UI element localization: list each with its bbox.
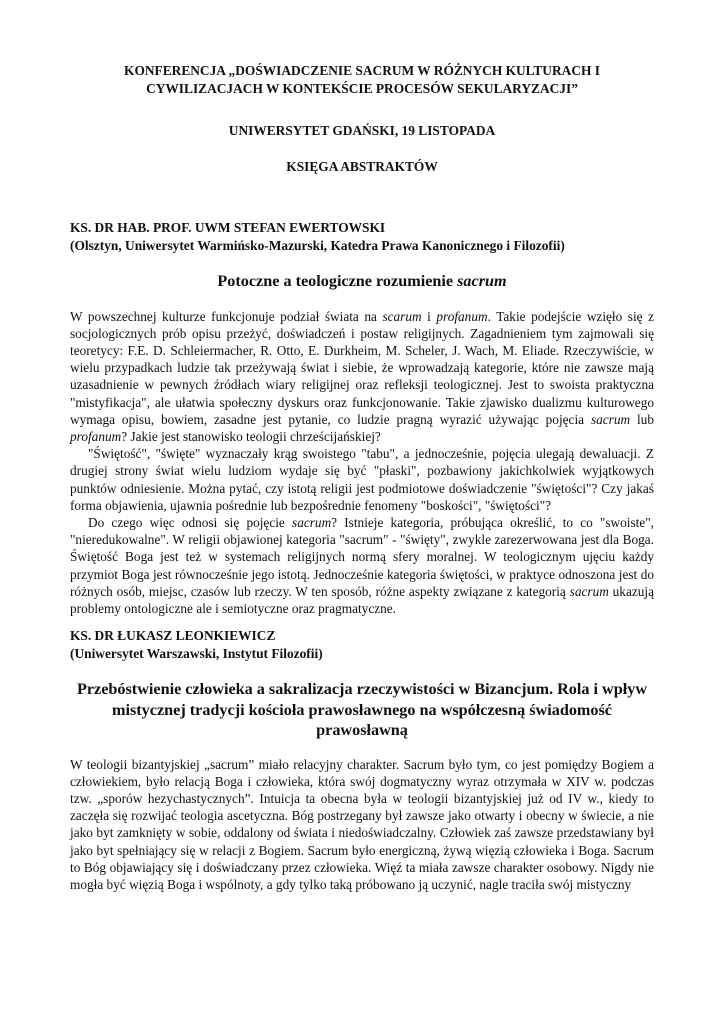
conference-title-line2: CYWILIZACJACH W KONTEKŚCIE PROCESÓW SEKULARYZACJI”: [146, 81, 578, 96]
section2-author: KS. DR ŁUKASZ LEONKIEWICZ: [70, 628, 276, 644]
text-run-italic: sacrum: [292, 514, 332, 530]
section1-paragraph-1: [70, 308, 654, 446]
conference-header: [70, 62, 654, 176]
text-run: ? Jakie jest stanowisko teologii chrześcijańskiej?: [121, 428, 381, 444]
university-date: UNIWERSYTET GDAŃSKI, 19 LISTOPADA: [228, 123, 496, 138]
section1-paragraph-2: "Świętość", "święte" wyznaczały krąg swoistego "tabu", a jednocześnie, pojęcia ulegają dewaluacji. Z drugiej strony świat wielu ludziom wydaje się być "płaski", pozbawiony jakichkolwiek wyjątkowych punktów odniesienie. Można pytać, czy istotą religii jest podmiotowe doświadczenie "świętości"? Czy jakaś forma objawienia, ujawnia pośrednie lub bezpośrednie fenomeny "boskości", "świętości"?: [70, 446, 654, 513]
section1-title: [70, 271, 654, 292]
document-page: [70, 62, 654, 893]
text-run-italic: profanum: [70, 428, 122, 444]
section1-title-italic: sacrum: [457, 272, 507, 290]
book-title: KSIĘGA ABSTRAKTÓW: [286, 159, 438, 174]
section2-affiliation: (Uniwersytet Warszawski, Instytut Filozofii): [70, 646, 323, 662]
conference-title-line1: KONFERENCJA „DOŚWIADCZENIE SACRUM W RÓŻNYCH KULTURACH I: [124, 63, 600, 78]
section1-paragraph-3: [70, 514, 654, 617]
text-run: Do czego więc odnosi się pojęcie: [88, 514, 293, 530]
section1-author: KS. DR HAB. PROF. UWM STEFAN EWERTOWSKI: [70, 220, 386, 235]
text-run: . Takie podejście wzięło się z socjologicznych prób opisu przeżyć, doświadczeń i postaw religijnych. Zagadnieniem tym zajmowali się teoretycy: F.E. D. Schleiermacher, R. Otto, E. Durkheim, M. Scheler, J. Wach, M. Eliade. Rzeczywiście, w wielu przypadkach ludzie tak przeżywają świat i siebie, że wprowadzają kategorie, które nie zawsze mają uzasadnienie w pewnych źródłach wiary religijnej oraz refleksji teologicznej. Jest to swoista praktyczna "mistyfikacja", ale ułatwia społeczny dyskurs oraz funkcjonowanie. Takie zjawisko dualizmu kulturowego wymaga opisu, bowiem, zasadne jest pytanie, co ludzie pragną wyrazić używając pojęcia: [70, 308, 655, 427]
text-run: i: [421, 308, 437, 324]
text-run-italic: scarum: [382, 308, 422, 324]
text-run: ukazują problemy ontologiczne ale i semiotyczne oraz pragmatyczne.: [70, 583, 654, 616]
text-run-italic: sacrum: [569, 583, 609, 599]
text-run-italic: profanum: [436, 308, 488, 324]
text-run-italic: sacrum: [590, 411, 631, 427]
section1-title-prefix: Potoczne a teologiczne rozumienie: [217, 272, 458, 290]
text-run: W powszechnej kulturze funkcjonuje podział świata na: [70, 308, 383, 324]
text-run: lub: [630, 411, 654, 427]
section1-affiliation: (Olsztyn, Uniwersytet Warmińsko-Mazurski, Katedra Prawa Kanonicznego i Filozofii): [70, 238, 565, 253]
section2-paragraph-1: W teologii bizantyjskiej „sacrum” miało relacyjny charakter. Sacrum było tym, co jest pomiędzy Bogiem a człowiekiem, było relacją Boga i człowieka, która swój dogmatyczny wyraz otrzymała w XIV w. podczas tzw. „sporów hezychastycznych”. Intuicja ta obecna była w teologii bizantyjskiej już od IV w., kiedy to zaczęła się rozwijać teologia ascetyczna. Bóg postrzegany był zawsze jako otwarty i obecny w świecie, a nie jako byt zamknięty w sobie, oddalony od świata i niedoświadczalny. Człowiek zaś zawsze przedstawiany był jako byt spełniający się w relacji z Bogiem. Sacrum było energiczną, żywą więzią człowieka i Boga. Sacrum to Bóg objawiający się i doświadczany przez człowieka. Więź ta miała zawsze charakter osobowy. Nigdy nie mogła być więzią Boga i wspólnoty, a gdy tylko taką próbowano ją uczynić, nagle traciła swój mistyczny: [70, 756, 654, 893]
section2-title: Przebóstwienie człowieka a sakralizacja rzeczywistości w Bizancjum. Rola i wpływ mistycznej tradycji kościoła prawosławnego na współczesną świadomość prawosławną: [76, 680, 648, 740]
text-run: ? Istnieje kategoria, próbująca określić, to co "swoiste", "nieredukowalne". W religii objawionej kategoria "sacrum" - "święty", zwykle zarezerwowana jest dla Boga. Świętość Boga jest też w systemach religijnych normą sfery moralnej. W teologicznym ujęciu każdy przymiot Boga jest równocześnie jego istotą. Jednocześnie kategoria świętości, w praktyce odnoszona jest do różnych osób, miejsc, czasów lub rzeczy. W ten sposób, różne aspekty związane z kategorią: [70, 514, 654, 599]
